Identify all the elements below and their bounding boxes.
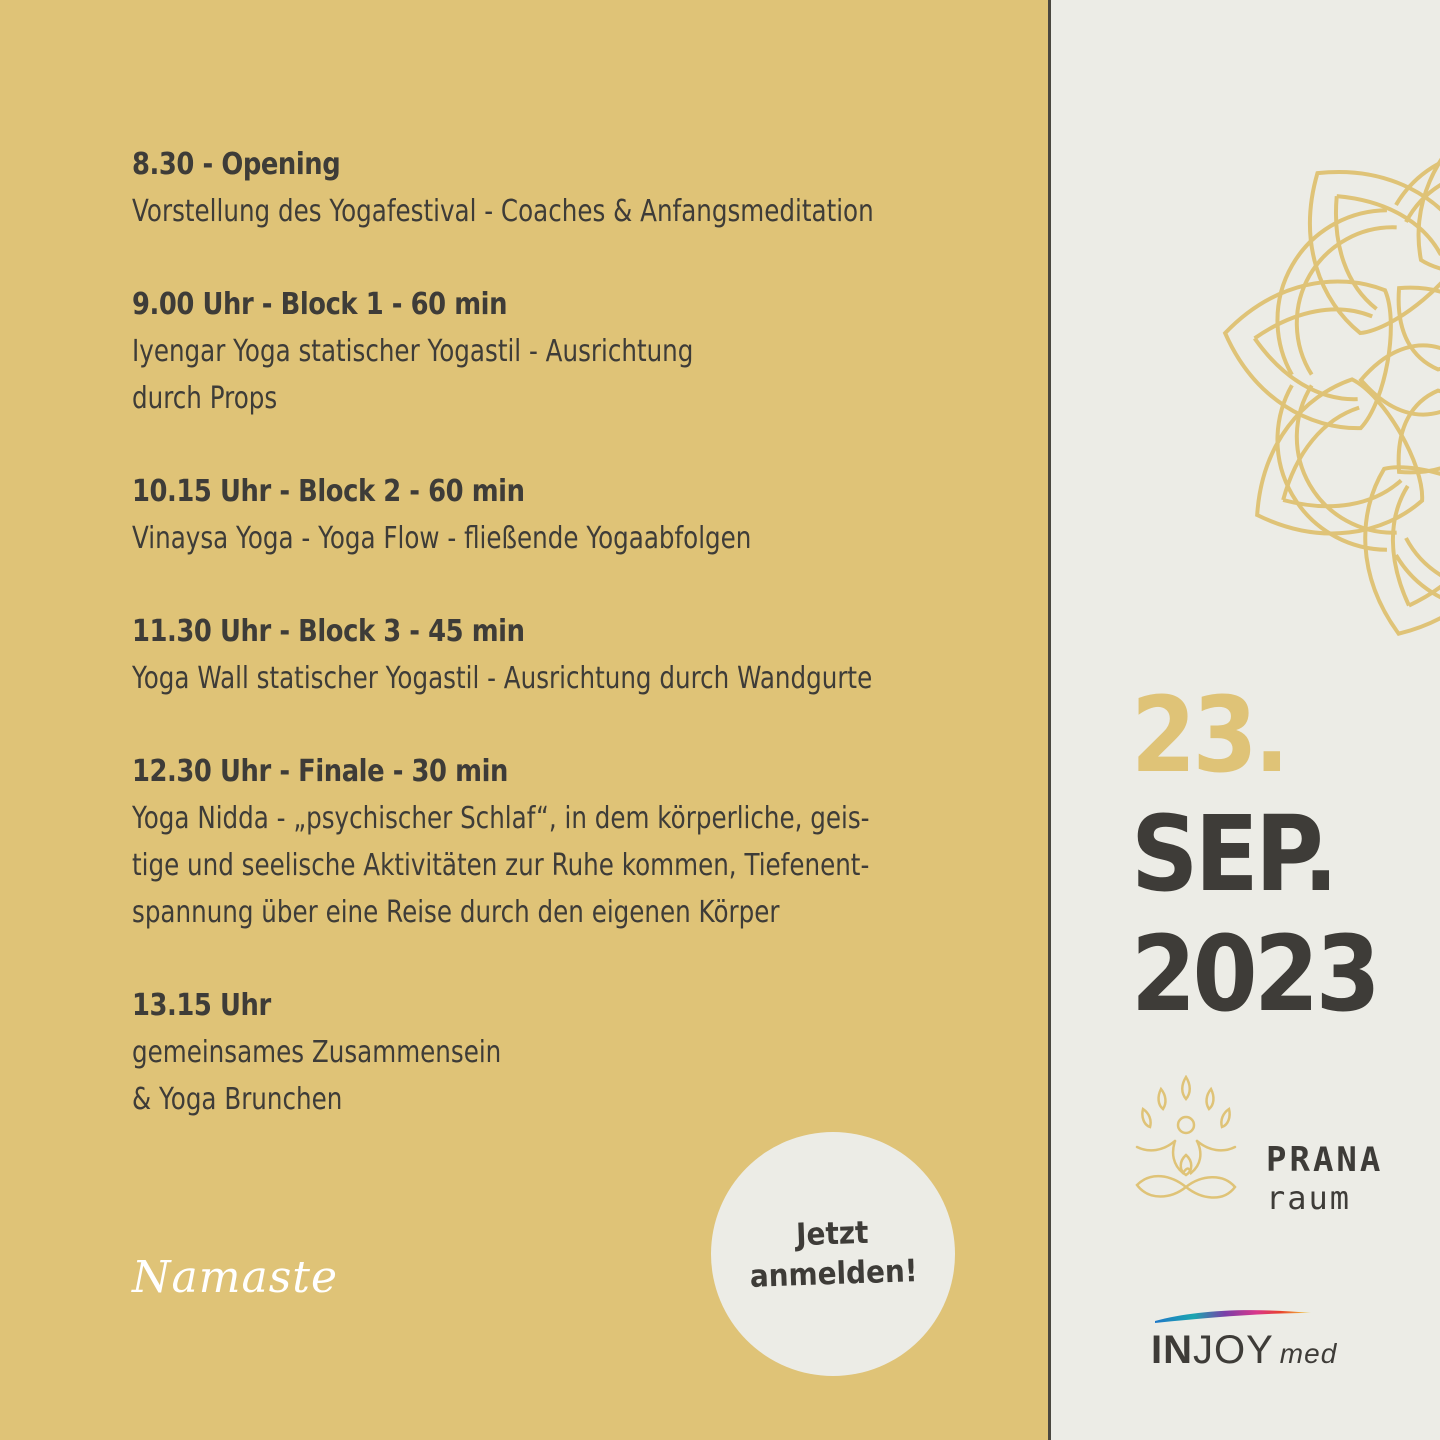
schedule-block: [132, 469, 1012, 562]
schedule-block-title: 8.30 - Opening: [132, 147, 341, 182]
schedule-block-title: 12.30 Uhr - Finale - 30 min: [132, 754, 508, 789]
meditation-figure-icon: [1131, 1075, 1241, 1220]
mandala-icon: [1211, 100, 1440, 660]
schedule-block-title: 13.15 Uhr: [132, 988, 271, 1023]
schedule-block: [132, 609, 1012, 702]
brand-sub: raum: [1266, 1179, 1352, 1217]
schedule-block-description: durch Props: [132, 381, 278, 416]
date-panel: [1051, 0, 1440, 1440]
schedule-block: [132, 282, 1012, 422]
date-month: SEP.: [1131, 793, 1335, 915]
schedule-block-description: Vorstellung des Yogafestival - Coaches & Anfangsmeditation: [132, 194, 874, 229]
date-year: 2023: [1131, 913, 1378, 1035]
schedule-block-description: Iyengar Yoga statischer Yogastil - Ausrichtung: [132, 334, 694, 369]
schedule-block-title: 11.30 Uhr - Block 3 - 45 min: [132, 614, 525, 649]
schedule-block-description: Yoga Wall statischer Yogastil - Ausrichtung durch Wandgurte: [132, 661, 873, 696]
schedule-block-description: gemeinsames Zusammensein: [132, 1035, 502, 1070]
rainbow-swoosh-icon: [1153, 1305, 1313, 1325]
schedule-block-description: Yoga Nidda - „psychischer Schlaf“, in dem körperliche, geis-: [132, 801, 870, 836]
schedule-block-title: 10.15 Uhr - Block 2 - 60 min: [132, 474, 525, 509]
brand-name: PRANA: [1266, 1140, 1384, 1180]
schedule-block: [132, 142, 1012, 235]
date-day: 23.: [1131, 674, 1287, 796]
schedule-block-description: spannung über eine Reise durch den eigenen Körper: [132, 895, 780, 930]
schedule-block-description: & Yoga Brunchen: [132, 1082, 343, 1117]
schedule-block-description: tige und seelische Aktivitäten zur Ruhe kommen, Tiefenent-: [132, 848, 870, 883]
schedule-block-description: Vinaysa Yoga - Yoga Flow - fließende Yogaabfolgen: [132, 521, 752, 556]
schedule-block: [132, 983, 1012, 1123]
register-button-label: Jetzt anmelden!: [749, 1214, 919, 1295]
register-button[interactable]: [711, 1132, 955, 1376]
partner-logo: [1151, 1305, 1391, 1385]
schedule-list: [132, 142, 1012, 1170]
schedule-block: [132, 749, 1012, 936]
schedule-block-title: 9.00 Uhr - Block 1 - 60 min: [132, 287, 508, 322]
namaste-text: Namaste: [132, 1252, 338, 1303]
partner-name: INJOY med: [1151, 1328, 1338, 1372]
